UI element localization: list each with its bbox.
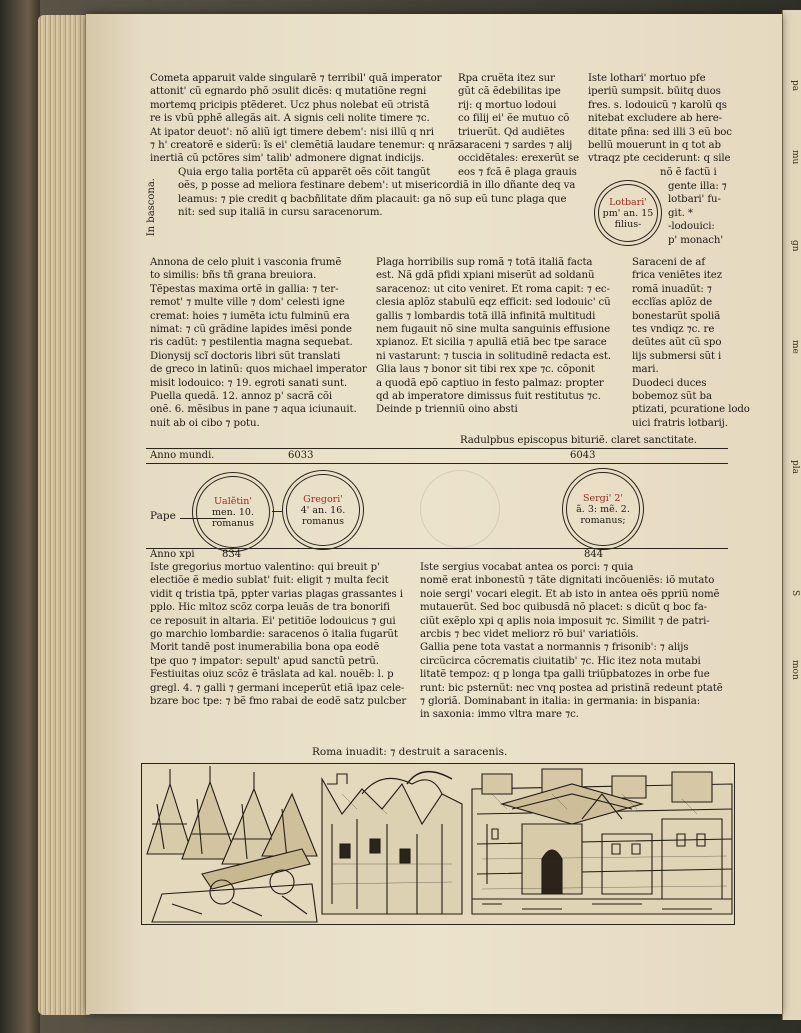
text-line: nem fugauit nõ sine multa sanguinis effusione	[376, 324, 611, 336]
text-line: go marchio lombardie: saracenos õ italia fugarũt	[150, 629, 398, 641]
medallion-line: men. 10.	[212, 506, 254, 518]
text-line: nimat: ⁊ cũ grãdine lapides imẽsi ponde	[150, 324, 352, 336]
text-line: attonit' cũ egnardo phõ ɔsulit dicẽs: q mutatiõne regni	[150, 86, 427, 98]
text-line: p' monach'	[668, 234, 724, 246]
text-line: Gallia pene tota vastat a normannis ⁊ frisonib': ⁊ alijs	[420, 642, 689, 654]
text-line: ce reposuit in altaria. Ei' petitiõe lodouicus ⁊ gui	[150, 615, 396, 627]
facing-page-fragment: mu	[790, 150, 800, 165]
text-line: electiõe ẽ medio sublat' fuit: eligit ⁊ multa fecit	[150, 575, 389, 587]
woodcut-illustration-rome-sacked	[141, 763, 735, 925]
text-line: nitebat excludere ab here-	[588, 113, 723, 125]
text-line: fres. s. lodouicũ ⁊ karolũ qs	[588, 99, 727, 111]
text-line: bzare boc tpe: ⁊ bẽ fmo rabai de eodẽ satz pulcber	[150, 696, 407, 708]
year-xpi-2: 844	[584, 549, 604, 560]
medallion-line: pm' an. 15	[602, 207, 654, 219]
page-edges	[38, 15, 90, 1015]
text-line: a quodã epõ captiuo in festo palmaz: propter	[376, 377, 604, 389]
year-mundi-1: 6033	[288, 450, 314, 461]
text-line: vidit q tristia tpã, ppter varias plagas grassantes i	[150, 588, 403, 600]
text-line: mari.	[632, 364, 659, 376]
text-line: mutauerũt. Sed boc quibusdã nõ placet: s dicũt q boc fa-	[420, 602, 708, 614]
entry-cometa	[150, 72, 461, 166]
lineage-line	[272, 511, 282, 512]
text-line: ciũt exẽplo xpi q aplis noia imposuit ⁊c. Similit ⁊ de patri-	[420, 615, 710, 627]
text-line: nit: sed sup italiã in cursu saracenorum.	[178, 207, 383, 219]
text-line: ris cadũt: ⁊ pestilentia magna sequebat.	[150, 337, 353, 349]
medallion-line: 4' an. 16.	[300, 504, 346, 516]
text-line: Cometa apparuit valde singularẽ ⁊ terribil' quã imperator	[150, 73, 442, 84]
pape-label: Pape	[150, 510, 176, 522]
text-line: Radulpbus episcopus bituriẽ. claret sanctitate.	[460, 435, 697, 446]
year-xpi-1: 834	[222, 549, 242, 560]
text-line: co filij ei' ẽe mutuo cõ	[458, 113, 570, 125]
text-line: nuit ab oi cibo ⁊ potu.	[150, 417, 260, 429]
text-line: gregl. 4. ⁊ galli ⁊ germani inceperũt etiã ipaz cele-	[150, 682, 405, 694]
text-line: ditate pñna: sed illi 3 eũ boc	[588, 126, 732, 138]
medallion-line: filius-	[614, 218, 642, 230]
text-line: mortemq pricipis ptẽderet. Ucz phus nolebat eũ ɔtristã	[150, 99, 430, 111]
text-line: pplo. Hic mltoz scõz corpa leuãs de tra bonorifi	[150, 602, 390, 614]
text-line: saraceni ⁊ sardes ⁊ alij	[458, 140, 573, 152]
text-line: Iste sergius vocabat antea os porci: ⁊ quia	[420, 562, 634, 573]
text-line: ptizati, pcuratione lodo	[632, 404, 750, 416]
text-line: deũtes aũt cũ spo	[632, 337, 722, 349]
text-line: lijs submersi sũt i	[632, 350, 722, 362]
entry-gregorius	[150, 561, 418, 708]
medallion-line: Lotbari'	[609, 196, 647, 208]
text-line: romã inuadũt: ⁊	[632, 283, 712, 295]
rule-line	[146, 463, 728, 464]
text-line: vtraqz pte ceciderunt: q sile	[588, 153, 731, 165]
text-line: saracenoz: ut cito veniret. Et roma capit: ⁊ ec-	[376, 283, 610, 295]
text-line: eos ⁊ fcã ẽ plaga grauis	[458, 166, 577, 178]
text-line: gallis ⁊ lombardis totã illã infinitã multitudi	[376, 310, 596, 322]
text-line: gente illa: ⁊	[668, 181, 727, 192]
anno-xpi-label: Anno xpi	[150, 549, 195, 560]
text-line: ni vastarunt: ⁊ tuscia in solitudinẽ redacta est.	[376, 350, 611, 362]
text-line: cremat: hoies ⁊ iumẽta ictu fulminũ era	[150, 310, 350, 322]
medallion-line: romanus	[211, 517, 255, 529]
entry-radulphus	[460, 434, 736, 447]
text-line: noie sergi' vocari elegit. Et ab isto in antea oẽs ppriũ nomẽ	[420, 588, 720, 600]
text-line: Tẽpestas maxima ortẽ in gallia: ⁊ ter-	[150, 283, 339, 295]
medallion-line: Ualẽtin'	[214, 495, 252, 507]
medallion-line: romanus	[301, 515, 345, 527]
medallion-line: ã. 3: mẽ. 2.	[576, 503, 630, 515]
faded-medallion	[420, 470, 500, 548]
text-line: iperiũ sumpsit. būitq duos	[588, 86, 721, 98]
text-line: Iste lothari' mortuo pfe	[588, 73, 706, 84]
facing-page-fragment: me	[790, 340, 800, 354]
text-line: gũt cã ẽdebilitas ipe	[458, 86, 561, 98]
woodcut-drawing	[142, 764, 734, 924]
anno-mundi-label: Anno mundi.	[150, 450, 215, 461]
entry-europa	[458, 72, 588, 179]
text-line: xpianoz. Et sicilia ⁊ apuliã etiã bec tpe sarace	[376, 337, 607, 349]
medallion-line: Gregori'	[303, 493, 343, 505]
text-line: to similis: bñs tñ grana breuiora.	[150, 270, 317, 282]
text-line: nomẽ erat inbonestũ ⁊ tãte dignitati incõueniẽs: iõ mutato	[420, 575, 715, 587]
medallion-lotharius	[594, 180, 662, 246]
text-line: occidẽtales: erexerũt se	[458, 153, 580, 165]
text-line: Quia ergo talia portẽta cũ apparẽt oẽs cõit tangũt	[178, 167, 431, 178]
text-line: Deinde p trienniũ oino absti	[376, 404, 518, 416]
text-line: Dionysij scĩ doctoris libri sũt translati	[150, 350, 341, 362]
facing-page-fragment: pa	[790, 80, 800, 92]
text-line: tes vndiqz ⁊c. re	[632, 324, 715, 336]
text-line: oẽs, p posse ad meliora festinare debem': ut misericordiã in illo dñante deq va	[178, 180, 576, 192]
text-line: circũcirca cõcrematis ciuitatib' ⁊c. Hic itez nota mutabi	[420, 655, 701, 667]
woodcut-caption: Roma inuadit: ⁊ destruit a saracenis.	[312, 746, 508, 758]
text-line: bonestarũt spoliã	[632, 310, 721, 322]
margin-note-bascona: In bascona.	[146, 178, 157, 237]
text-line: misit lodouico: ⁊ 19. egroti sanati sunt.	[150, 377, 348, 389]
entry-sergius	[420, 561, 734, 722]
text-line: onẽ. 6. mẽsibus in pane ⁊ aqua iciunauit.	[150, 404, 357, 416]
text-line: Morit tandẽ post inumerabilia bona opa eodẽ	[150, 642, 380, 654]
book-binding	[0, 0, 40, 1033]
year-mundi-2: 6043	[570, 450, 596, 461]
text-line: lotbari' fu-	[668, 194, 721, 206]
text-line: git. *	[668, 207, 693, 219]
medallion-line: romanus;	[580, 514, 626, 526]
text-line: ⁊ gloriã. Dominabant in italia: in germania: in bispania:	[420, 696, 701, 708]
entry-plaga	[376, 256, 628, 417]
facing-page-fragment: mon	[790, 660, 800, 680]
text-line: Duodeci duces	[632, 377, 707, 389]
text-line: in saxonia: immo vltra mare ⁊c.	[420, 709, 579, 721]
text-line: bellũ mouerunt in q tot ab	[588, 140, 721, 152]
text-line: -lodouici:	[668, 221, 715, 233]
medallion-gregorius	[282, 470, 364, 550]
text-line: Plaga horribilis sup romã ⁊ totã italiã facta	[376, 257, 593, 268]
text-line: tpe quo ⁊ impator: sepult' apud sanctũ petrũ.	[150, 655, 379, 667]
text-line: triuerũt. Qd audiẽtes	[458, 126, 565, 138]
text-line: leamus: ⁊ pie credit q bacbñlitate dñm placauit: ga nõ sup eũ tunc plaga que	[178, 193, 567, 205]
text-line: rij: q mortuo lodoui	[458, 99, 557, 111]
text-line: uici fratris lotbarij.	[632, 417, 728, 429]
facing-page-edge	[782, 10, 801, 1020]
medallion-valentinus	[192, 472, 274, 552]
text-line: bobemoz sũt ba	[632, 391, 712, 403]
facing-page-fragment: S	[790, 590, 800, 597]
text-line: re is vbũ pphẽ allegãs ait. A signis celi nolite timere ⁊c.	[150, 113, 430, 125]
medallion-line: Sergi' 2'	[582, 492, 624, 504]
text-line: ecclĩas aplõz de	[632, 297, 713, 309]
text-line: qd ab imperatore dimissus fuit restitutus ⁊c.	[376, 391, 601, 403]
facing-page-fragment: gn	[790, 240, 800, 252]
text-line: Rpa cruẽta itez sur	[458, 73, 555, 84]
medallion-sergius	[562, 468, 644, 550]
text-line: Saraceni de af	[632, 257, 706, 268]
text-line: nõ ẽ factũ i	[660, 166, 717, 178]
entry-saraceni	[632, 256, 750, 430]
text-line: arcbis ⁊ bec videt meliorz rõ bui' variatiõis.	[420, 629, 639, 641]
facing-page-fragment: pla	[790, 460, 800, 475]
text-line: frica veniẽtes itez	[632, 270, 722, 282]
text-line: Annona de celo pluit i vasconia frumẽ	[150, 257, 342, 268]
entry-lothari	[588, 72, 734, 179]
text-line: de greco in latinũ: quos michael imperator	[150, 364, 367, 376]
text-line: ⁊ h' creatorẽ e siderũ: ĩs ei' clemẽtiã laudare tenemur: q nrãz	[150, 140, 461, 152]
text-line: litatẽ tempoz: q p longa tpa galli triũpbatozes in orbe fue	[420, 669, 710, 681]
text-line: Iste gregorius mortuo valentino: qui breuit p'	[150, 562, 380, 573]
text-line: inertiã cũ pctõres sim' talib' admonere dignat indicijs.	[150, 153, 425, 165]
text-line: clesia aplõz stabulũ eqz efficit: sed lodouic' cũ	[376, 297, 611, 309]
text-line: runt: bic psternũt: nec vnq postea ad pristinã redeunt ptatẽ	[420, 682, 723, 694]
text-line: Glia laus ⁊ bonor sit tibi rex xpe ⁊c. cõponit	[376, 364, 595, 376]
text-line: Festiuitas oiuz scõz ẽ trãslata ad kal. nouẽb: l. p	[150, 669, 394, 681]
text-line: At ipator deuot': nõ aliũ igt timere debem': nisi illũ q nri	[150, 126, 434, 138]
entry-annona	[150, 256, 372, 430]
text-line: est. Nã gdã pfidi xpiani miserũt ad soldanũ	[376, 270, 595, 282]
text-line: Puella quedã. 12. annoz p' sacrã cõi	[150, 391, 333, 403]
text-line: remot' ⁊ multe ville ⁊ dom' celesti igne	[150, 297, 345, 309]
lothar-aside	[668, 180, 738, 247]
rule-line	[146, 448, 728, 449]
